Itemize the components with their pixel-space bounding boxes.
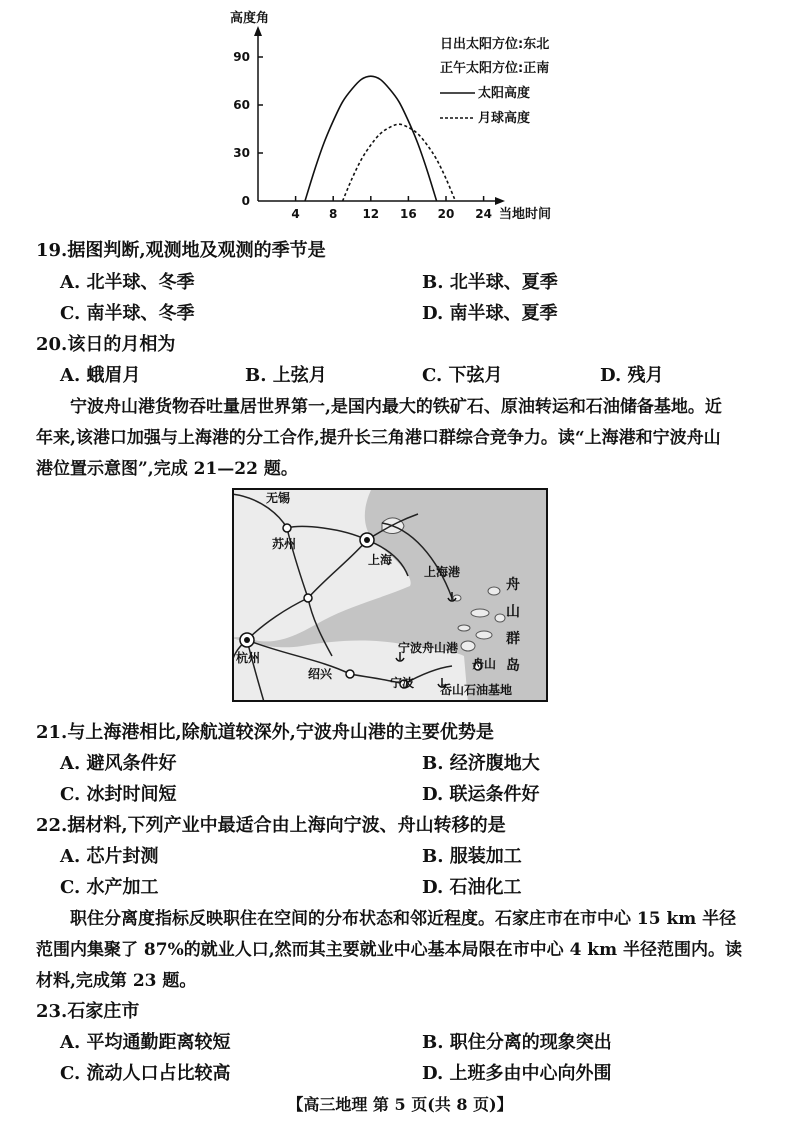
sun-moon-altitude-chart xyxy=(0,0,800,230)
moon-altitude-curve xyxy=(343,124,456,201)
page-footer: 【高三地理 第 5 页(共 8 页)】 xyxy=(287,1095,513,1114)
para1-line-2: 年来,该港口加强与上海港的分工合作,提升长三角港口群综合竞争力。读“上海港和宁波舟山 xyxy=(36,428,721,448)
y-axis-label: 高度角 xyxy=(230,11,270,26)
q23-option-a[interactable]: A. 平均通勤距离较短 xyxy=(60,1032,231,1053)
label-ningbo-port: 宁波舟山港 xyxy=(398,641,459,655)
label-zhoushan: 舟山 xyxy=(472,657,497,671)
q20-option-d[interactable]: D. 残月 xyxy=(600,365,664,386)
q19-option-c[interactable]: C. 南半球、冬季 xyxy=(60,303,195,324)
info-line-1: 日出太阳方位:东北 xyxy=(440,37,550,52)
q21-stem: 21.与上海港相比,除航道较深外,宁波舟山港的主要优势是 xyxy=(36,722,494,743)
label-ningbo: 宁波 xyxy=(390,676,415,690)
label-shaoxing: 绍兴 xyxy=(308,667,333,681)
q21-option-d[interactable]: D. 联运条件好 xyxy=(422,784,540,805)
q19-option-a[interactable]: A. 北半球、冬季 xyxy=(60,272,195,293)
q23-option-b[interactable]: B. 职住分离的现象突出 xyxy=(422,1032,612,1053)
label-hangzhou: 杭州 xyxy=(236,651,261,665)
y-tick-label-1: 30 xyxy=(233,146,250,160)
label-islands-2: 山 xyxy=(506,604,520,620)
label-shanghai: 上海 xyxy=(368,553,393,567)
label-islands-1: 舟 xyxy=(506,577,520,593)
para1-line-3: 港位置示意图”,完成 21—22 题。 xyxy=(36,459,298,479)
q21-option-a[interactable]: A. 避风条件好 xyxy=(60,753,177,774)
y-axis-arrow xyxy=(254,26,262,36)
q22-option-d[interactable]: D. 石油化工 xyxy=(422,877,522,898)
y-tick-label-0: 0 xyxy=(241,194,250,208)
q22-option-a[interactable]: A. 芯片封测 xyxy=(60,846,159,867)
label-shanghai-port: 上海港 xyxy=(424,565,461,579)
legend-sun-label: 太阳高度 xyxy=(478,86,531,101)
q20-option-a[interactable]: A. 蛾眉月 xyxy=(60,365,141,386)
x-tick-label-0: 4 xyxy=(291,207,300,221)
port-location-map xyxy=(232,488,548,702)
label-suzhou: 苏州 xyxy=(272,537,297,551)
q22-option-b[interactable]: B. 服装加工 xyxy=(422,846,522,867)
x-axis-label: 当地时间 xyxy=(499,207,552,222)
q23-option-d[interactable]: D. 上班多由中心向外围 xyxy=(422,1063,612,1084)
para1-line-1: 宁波舟山港货物吞吐量居世界第一,是国内最大的铁矿石、原油转运和石油储备基地。近 xyxy=(70,397,722,417)
x-tick-label-4: 20 xyxy=(437,207,455,221)
shanghai-capital-dot xyxy=(364,537,370,543)
hangzhou-capital-dot xyxy=(244,637,250,643)
para2-line-2: 范围内集聚了 87%的就业人口,然而其主要就业中心基本局限在市中心 4 km 半径范围内。读 xyxy=(36,940,742,960)
sun-altitude-curve xyxy=(305,76,437,201)
x-tick-label-3: 16 xyxy=(400,207,417,221)
x-tick-label-5: 24 xyxy=(475,207,492,221)
y-tick-label-2: 60 xyxy=(233,98,250,112)
q21-option-b[interactable]: B. 经济腹地大 xyxy=(422,753,540,774)
x-tick-label-2: 12 xyxy=(362,207,380,221)
material-paragraph-ningbo xyxy=(36,392,764,485)
para2-line-3: 材料,完成第 23 题。 xyxy=(36,971,197,991)
q21-option-c[interactable]: C. 冰封时间短 xyxy=(60,784,177,805)
label-islands-4: 岛 xyxy=(506,658,520,674)
info-line-2: 正午太阳方位:正南 xyxy=(440,61,550,76)
label-islands-3: 群 xyxy=(506,631,520,647)
q20-stem: 20.该日的月相为 xyxy=(36,334,176,355)
label-wuxi: 无锡 xyxy=(266,491,291,505)
legend-moon-label: 月球高度 xyxy=(478,111,531,126)
q20-option-c[interactable]: C. 下弦月 xyxy=(422,365,503,386)
x-axis-arrow xyxy=(495,197,505,205)
q20-option-b[interactable]: B. 上弦月 xyxy=(245,365,327,386)
q23-option-c[interactable]: C. 流动人口占比较高 xyxy=(60,1063,231,1084)
material-paragraph-shijiazhuang xyxy=(36,904,764,997)
q19-option-d[interactable]: D. 南半球、夏季 xyxy=(422,303,558,324)
y-tick-label-3: 90 xyxy=(233,50,250,64)
q19-option-b[interactable]: B. 北半球、夏季 xyxy=(422,272,558,293)
label-oil-base: 岙山石油基地 xyxy=(440,683,513,697)
para2-line-1: 职住分离度指标反映职住在空间的分布状态和邻近程度。石家庄市在市中心 15 km 半径 xyxy=(70,909,737,929)
q23-stem: 23.石家庄市 xyxy=(36,1001,140,1022)
q22-option-c[interactable]: C. 水产加工 xyxy=(60,877,159,898)
q22-stem: 22.据材料,下列产业中最适合由上海向宁波、舟山转移的是 xyxy=(36,815,506,836)
x-tick-label-1: 8 xyxy=(329,207,338,221)
q19-stem: 19.据图判断,观测地及观测的季节是 xyxy=(36,240,326,261)
